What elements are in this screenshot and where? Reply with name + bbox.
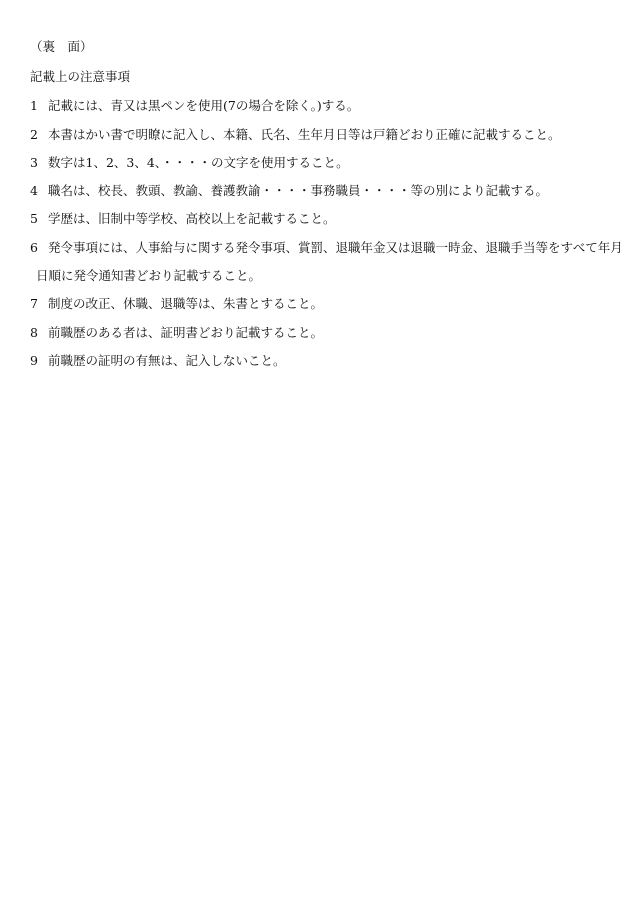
note-number: 9 [30, 353, 38, 368]
note-text: 学歴は、旧制中等学校、高校以上を記載すること。 [48, 211, 336, 226]
note-item-9 [30, 353, 286, 369]
note-item-7 [30, 296, 323, 312]
note-number: 4 [30, 183, 38, 198]
note-item-5 [30, 211, 336, 227]
note-text: 前職歴の証明の有無は、記入しないこと。 [48, 353, 286, 368]
note-text: 職名は、校長、教頭、教諭、養護教諭・・・・事務職員・・・・等の別により記載する。 [48, 183, 549, 198]
section-title: 記載上の注意事項 [30, 69, 131, 84]
note-text: 制度の改正、休職、退職等は、朱書とすること。 [48, 296, 324, 311]
note-item-3 [30, 155, 349, 171]
note-text: 前職歴のある者は、証明書どおり記載すること。 [48, 325, 324, 340]
note-number: 5 [30, 211, 38, 226]
note-number: 6 [30, 240, 38, 255]
note-item-8 [30, 325, 323, 341]
note-item-6 [30, 240, 623, 256]
note-text: 記載には、青又は黒ペンを使用(7の場合を除く。)する。 [48, 98, 360, 113]
side-label: （裏 面） [30, 39, 93, 54]
note-text: 数字は1、2、3、4、・・・・の文字を使用すること。 [48, 155, 349, 170]
note-text: 本書はかい書で明瞭に記入し、本籍、氏名、生年月日等は戸籍どおり正確に記載すること。 [48, 127, 561, 142]
note-text: 発令事項には、人事給与に関する発令事項、賞罰、退職年金又は退職一時金、退職手当等をすべて年月 [48, 240, 623, 255]
note-number: 3 [30, 155, 38, 170]
note-number: 1 [30, 98, 38, 113]
note-number: 7 [30, 296, 38, 311]
note-number: 8 [30, 325, 38, 340]
note-item-4 [30, 183, 548, 199]
note-number: 2 [30, 127, 38, 142]
note-item-6-continuation: 日順に発令通知書どおり記載すること。 [36, 268, 262, 283]
note-item-2 [30, 127, 561, 143]
note-item-1 [30, 98, 359, 114]
